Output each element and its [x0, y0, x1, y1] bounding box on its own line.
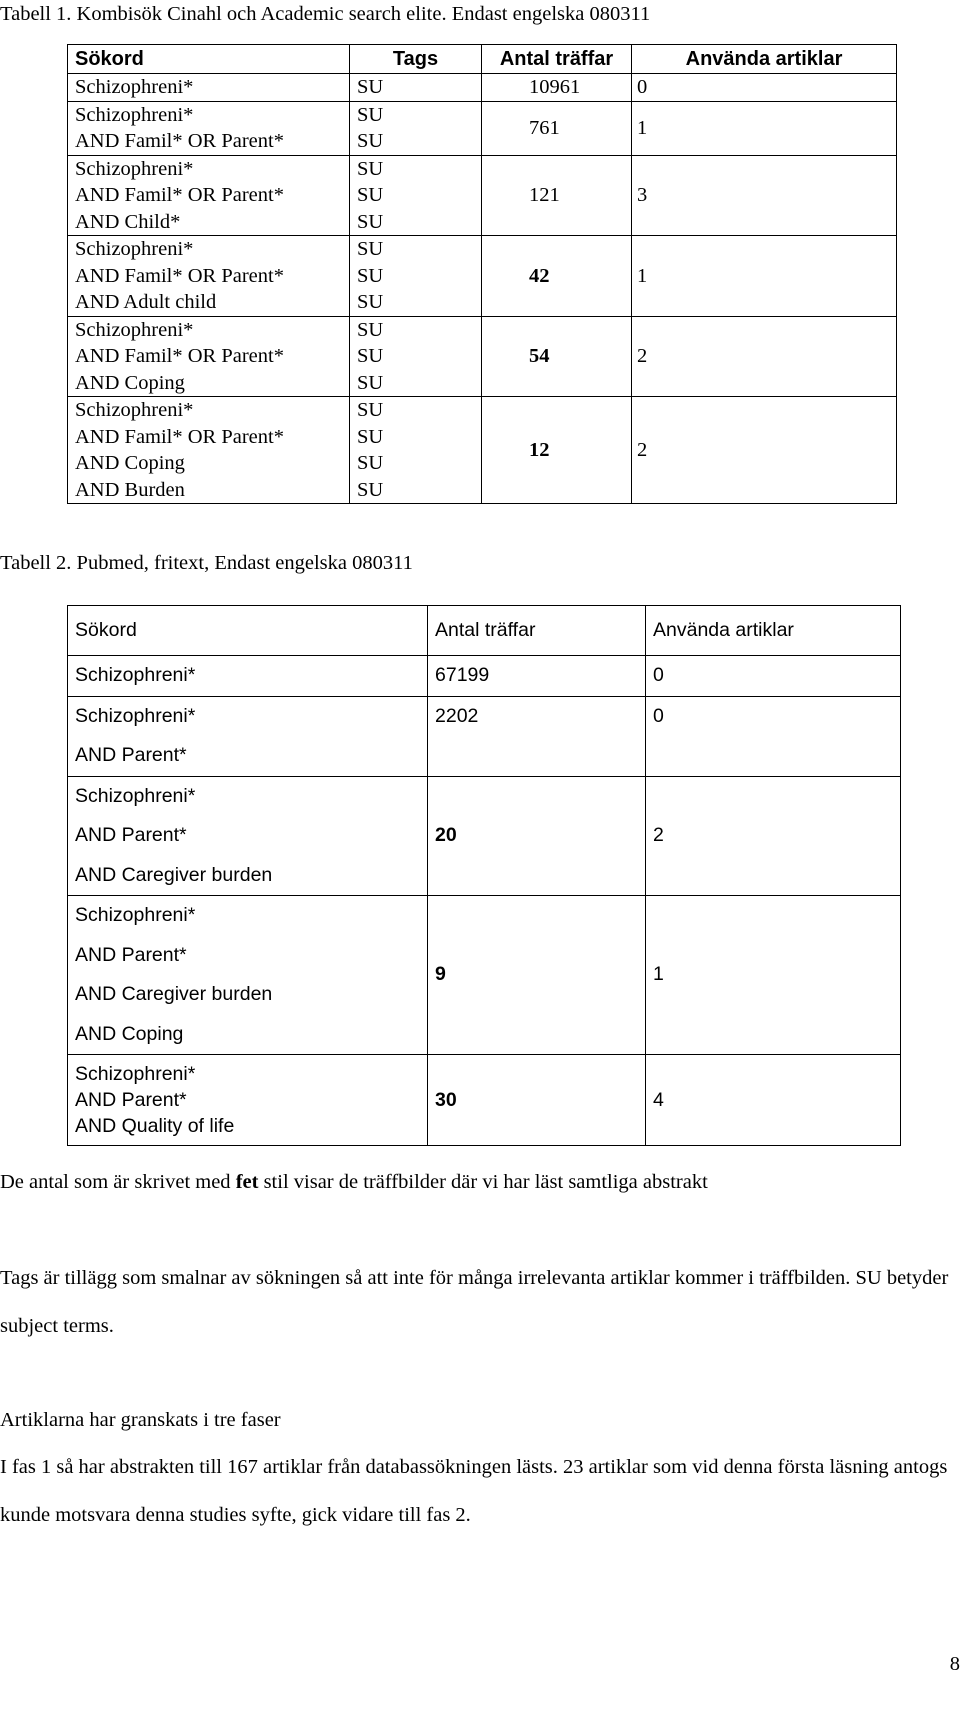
search-terms-cell-line: AND Caregiver burden — [75, 863, 273, 886]
search-terms-cell — [68, 896, 428, 1055]
hits-cell: 67199 — [428, 656, 646, 697]
hits-cell: 30 — [428, 1055, 646, 1146]
search-terms-cell-line: AND Famil* OR Parent* — [75, 425, 284, 448]
search-terms-cell-line: Schizophreni* — [75, 238, 194, 260]
table2-caption: Tabell 2. Pubmed, fritext, Endast engelska 080311 — [0, 552, 413, 574]
search-terms-cell-line: Schizophreni* — [75, 1063, 196, 1085]
used-articles-cell: 3 — [632, 155, 897, 236]
search-terms-cell-line: AND Caregiver burden — [75, 983, 273, 1005]
search-terms-cell-line: Schizophreni* — [75, 904, 196, 926]
tags-cell-line: SU — [357, 345, 384, 367]
tags-cell — [350, 236, 482, 317]
used-articles-cell: 1 — [646, 896, 901, 1055]
search-terms-cell-line: Schizophreni* — [75, 318, 194, 341]
table2-row — [68, 896, 901, 1055]
table1-row — [68, 74, 897, 102]
search-terms-cell-line: AND Famil* OR Parent* — [75, 184, 284, 206]
tags-cell-line: SU — [357, 425, 384, 448]
search-terms-cell-line: Schizophreni* — [75, 103, 194, 126]
table2-body — [68, 656, 901, 1146]
search-terms-cell-line: AND Coping — [75, 1022, 184, 1045]
search-terms-cell-line: AND Parent* — [75, 824, 187, 846]
table2-row — [68, 776, 901, 896]
tags-cell-line: SU — [357, 452, 384, 474]
table1-caption: Tabell 1. Kombisök Cinahl och Academic search elite. Endast engelska 080311 — [0, 3, 651, 25]
hits-cell: 2202 — [428, 696, 646, 776]
search-terms-cell-line: Schizophreni* — [75, 784, 196, 807]
used-articles-cell: 2 — [632, 316, 897, 397]
table2-header-row — [68, 606, 901, 656]
tags-cell-line: SU — [357, 264, 384, 287]
table1-row — [68, 101, 897, 155]
tags-cell-line: SU — [357, 238, 384, 260]
table1-header-row — [68, 45, 897, 74]
tags-cell-line: SU — [357, 184, 384, 206]
table1-header-anvanda: Använda artiklar — [632, 45, 897, 74]
search-terms-cell — [68, 74, 350, 102]
used-articles-cell: 0 — [646, 696, 901, 776]
table1-row — [68, 316, 897, 397]
table1-header-tags: Tags — [350, 45, 482, 74]
table2-header-anvanda: Använda artiklar — [646, 606, 901, 656]
tags-cell — [350, 316, 482, 397]
tags-cell-line: SU — [357, 399, 384, 421]
hits-cell: 121 — [482, 155, 632, 236]
search-terms-cell — [68, 316, 350, 397]
search-terms-cell — [68, 236, 350, 317]
table1-row — [68, 155, 897, 236]
table1-header-sokord: Sökord — [68, 45, 350, 74]
search-terms-cell-line: Schizophreni* — [75, 664, 196, 686]
used-articles-cell: 1 — [632, 236, 897, 317]
hits-cell: 10961 — [482, 74, 632, 102]
note-phase-1: I fas 1 så har abstrakten till 167 artiklar från databassökningen lästs. 23 artiklar som vid denna första läsning antogs kunde motsvara denna studies syfte, gick vidare till fas 2. — [0, 1456, 948, 1526]
search-terms-cell-line: AND Famil* OR Parent* — [75, 130, 284, 152]
search-terms-cell — [68, 397, 350, 504]
tags-cell-line: SU — [357, 76, 384, 98]
tags-cell-line: SU — [357, 130, 384, 152]
tags-cell — [350, 397, 482, 504]
table2-header-antal: Antal träffar — [428, 606, 646, 656]
tags-cell — [350, 74, 482, 102]
used-articles-cell: 1 — [632, 101, 897, 155]
search-terms-cell-line: AND Parent* — [75, 1089, 187, 1111]
search-terms-cell — [68, 776, 428, 896]
search-terms-cell — [68, 656, 428, 697]
search-terms-cell — [68, 155, 350, 236]
table1-row — [68, 397, 897, 504]
note-phases-heading: Artiklarna har granskats i tre faser — [0, 1409, 281, 1431]
page-number: 8 — [949, 1653, 960, 1675]
used-articles-cell: 4 — [646, 1055, 901, 1146]
hits-cell: 12 — [482, 397, 632, 504]
note-bold-explanation: De antal som är skrivet med fet stil visar de träffbilder där vi har läst samtliga abstrakt — [0, 1171, 708, 1193]
tags-cell-line: SU — [357, 157, 384, 180]
search-terms-cell-line: AND Coping — [75, 371, 185, 394]
note-bold-word: fet — [235, 1171, 259, 1193]
tags-cell-line: SU — [357, 210, 384, 233]
hits-cell: 54 — [482, 316, 632, 397]
table1 — [67, 44, 897, 504]
table1-row — [68, 236, 897, 317]
search-terms-cell — [68, 101, 350, 155]
search-terms-cell — [68, 1055, 428, 1146]
table2-row — [68, 696, 901, 776]
search-terms-cell-line: AND Parent* — [75, 744, 187, 766]
table1-header-antal: Antal träffar — [482, 45, 632, 74]
note-tags-explanation: Tags är tillägg som smalnar av sökningen så att inte för många irrelevanta artiklar kommer i träffbilden. SU betyder subject terms. — [0, 1267, 949, 1337]
table2-header-sokord: Sökord — [68, 606, 428, 656]
hits-cell: 20 — [428, 776, 646, 896]
search-terms-cell-line: AND Quality of life — [75, 1115, 235, 1137]
used-articles-cell: 0 — [646, 656, 901, 697]
tags-cell — [350, 155, 482, 236]
tags-cell-line: SU — [357, 478, 384, 501]
search-terms-cell-line: AND Child* — [75, 210, 181, 233]
search-terms-cell-line: AND Parent* — [75, 943, 187, 966]
search-terms-cell — [68, 696, 428, 776]
used-articles-cell: 2 — [632, 397, 897, 504]
tags-cell-line: SU — [357, 103, 384, 126]
tags-cell-line: SU — [357, 318, 384, 341]
table2 — [67, 605, 901, 1146]
hits-cell: 9 — [428, 896, 646, 1055]
search-terms-cell-line: Schizophreni* — [75, 704, 196, 727]
table1-body — [68, 74, 897, 504]
used-articles-cell: 2 — [646, 776, 901, 896]
search-terms-cell-line: AND Adult child — [75, 291, 217, 313]
table2-row — [68, 1055, 901, 1146]
used-articles-cell: 0 — [632, 74, 897, 102]
search-terms-cell-line: Schizophreni* — [75, 399, 194, 421]
hits-cell: 42 — [482, 236, 632, 317]
search-terms-cell-line: AND Burden — [75, 478, 185, 501]
search-terms-cell-line: Schizophreni* — [75, 76, 194, 98]
search-terms-cell-line: AND Famil* OR Parent* — [75, 264, 284, 287]
tags-cell — [350, 101, 482, 155]
hits-cell: 761 — [482, 101, 632, 155]
tags-cell-line: SU — [357, 291, 384, 313]
search-terms-cell-line: AND Coping — [75, 452, 185, 474]
tags-cell-line: SU — [357, 371, 384, 394]
search-terms-cell-line: Schizophreni* — [75, 157, 194, 180]
search-terms-cell-line: AND Famil* OR Parent* — [75, 345, 284, 367]
table2-row — [68, 656, 901, 697]
